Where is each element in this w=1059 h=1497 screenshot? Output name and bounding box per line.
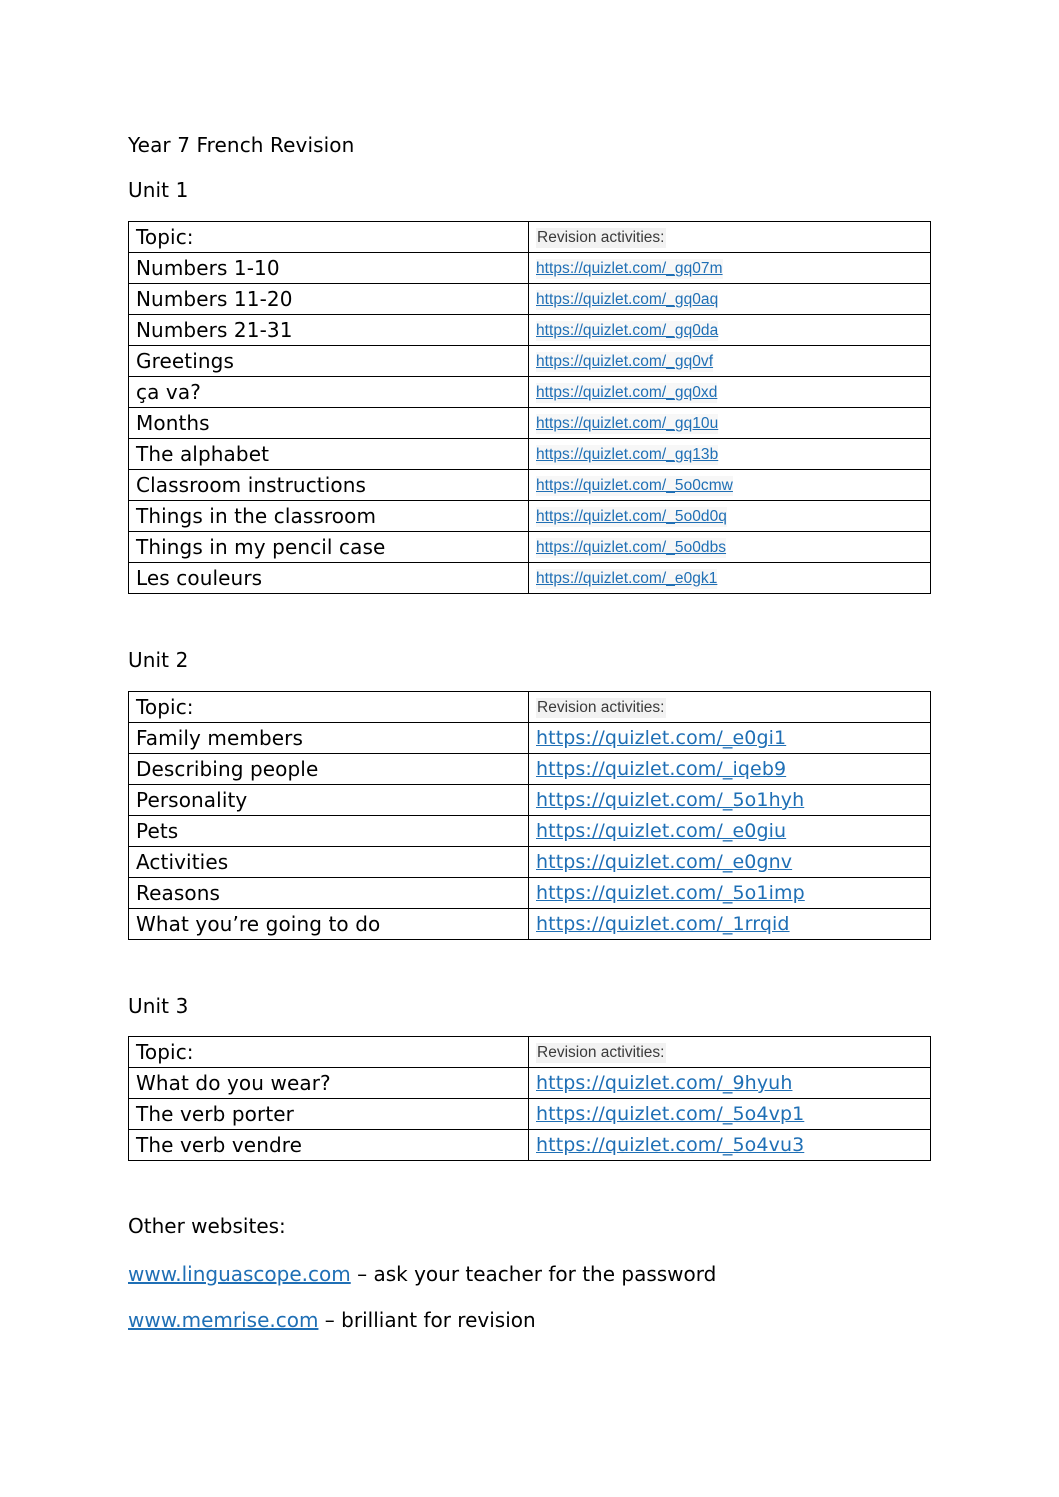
quizlet-link[interactable]: https://quizlet.com/_5o1imp — [536, 882, 805, 904]
topic-cell — [129, 847, 529, 878]
activity-link-cell[interactable] — [529, 847, 931, 878]
topic-cell — [129, 439, 529, 470]
activity-link-cell[interactable] — [529, 723, 931, 754]
topic-label: Numbers 21-31 — [136, 318, 293, 342]
topic-cell — [129, 315, 529, 346]
activity-link-cell[interactable] — [529, 1099, 931, 1130]
topic-cell — [129, 346, 529, 377]
table-row — [129, 563, 931, 594]
table-row — [129, 1130, 931, 1161]
quizlet-link[interactable]: https://quizlet.com/_e0gk1 — [536, 569, 718, 587]
quizlet-link[interactable]: https://quizlet.com/_gq0aq — [536, 290, 719, 308]
column-header-topic — [129, 1037, 529, 1068]
column-header-activities — [529, 1037, 931, 1068]
revision-table-unit-1 — [128, 221, 931, 594]
topic-label: Classroom instructions — [136, 473, 367, 497]
table-header-row — [129, 1037, 931, 1068]
topic-cell — [129, 377, 529, 408]
quizlet-link[interactable]: https://quizlet.com/_e0gnv — [536, 851, 793, 873]
topic-cell — [129, 532, 529, 563]
table-row — [129, 470, 931, 501]
column-header-topic — [129, 222, 529, 253]
activity-link-cell[interactable] — [529, 754, 931, 785]
topic-cell — [129, 878, 529, 909]
activity-link-cell[interactable] — [529, 253, 931, 284]
topic-label: Months — [136, 411, 210, 435]
table-body-unit-2 — [129, 692, 931, 940]
table-row — [129, 1099, 931, 1130]
other-websites-heading: Other websites: — [128, 1214, 286, 1238]
table-row — [129, 439, 931, 470]
table-row — [129, 253, 931, 284]
topic-cell — [129, 284, 529, 315]
quizlet-link[interactable]: https://quizlet.com/_gq0da — [536, 321, 719, 339]
activity-link-cell[interactable] — [529, 408, 931, 439]
unit-heading-2: Unit 2 — [128, 648, 189, 672]
activity-link-cell[interactable] — [529, 501, 931, 532]
quizlet-link[interactable]: https://quizlet.com/_gq0vf — [536, 352, 714, 370]
table-row — [129, 785, 931, 816]
topic-cell — [129, 253, 529, 284]
column-header-activities-label: Revision activities: — [537, 1043, 665, 1061]
topic-cell — [129, 1130, 529, 1161]
topic-cell — [129, 723, 529, 754]
activity-link-cell[interactable] — [529, 315, 931, 346]
topic-label: What do you wear? — [136, 1071, 331, 1095]
memrise-note: – brilliant for revision — [318, 1308, 536, 1332]
topic-cell — [129, 563, 529, 594]
activity-link-cell[interactable] — [529, 284, 931, 315]
column-header-topic-label: Topic: — [136, 225, 194, 249]
unit-heading-3: Unit 3 — [128, 994, 189, 1018]
topic-cell — [129, 1099, 529, 1130]
quizlet-link[interactable]: https://quizlet.com/_9hyuh — [536, 1072, 793, 1094]
table-row — [129, 847, 931, 878]
other-website-line-1 — [128, 1261, 716, 1287]
quizlet-link[interactable]: https://quizlet.com/_gq0xd — [536, 383, 718, 401]
table-row — [129, 315, 931, 346]
revision-table-unit-3 — [128, 1036, 931, 1161]
table-row — [129, 816, 931, 847]
activity-link-cell[interactable] — [529, 346, 931, 377]
quizlet-link[interactable]: https://quizlet.com/_e0giu — [536, 820, 787, 842]
table-body-unit-1 — [129, 222, 931, 594]
topic-cell — [129, 816, 529, 847]
table-row — [129, 284, 931, 315]
table-header-row — [129, 692, 931, 723]
topic-label: What you’re going to do — [136, 912, 381, 936]
unit-heading-1: Unit 1 — [128, 178, 189, 202]
activity-link-cell[interactable] — [529, 470, 931, 501]
topic-label: Personality — [136, 788, 248, 812]
column-header-topic — [129, 692, 529, 723]
column-header-activities — [529, 692, 931, 723]
topic-label: Numbers 1-10 — [136, 256, 280, 280]
quizlet-link[interactable]: https://quizlet.com/_gq10u — [536, 414, 719, 432]
table-row — [129, 346, 931, 377]
activity-link-cell[interactable] — [529, 532, 931, 563]
topic-label: Numbers 11-20 — [136, 287, 293, 311]
table-row — [129, 754, 931, 785]
table-header-row — [129, 222, 931, 253]
memrise-link[interactable]: www.memrise.com — [128, 1308, 319, 1332]
topic-label: Pets — [136, 819, 179, 843]
quizlet-link[interactable]: https://quizlet.com/_5o4vp1 — [536, 1103, 805, 1125]
topic-label: Greetings — [136, 349, 234, 373]
topic-label: Les couleurs — [136, 566, 263, 590]
activity-link-cell[interactable] — [529, 816, 931, 847]
table-row — [129, 909, 931, 940]
other-website-line-2 — [128, 1307, 536, 1333]
topic-label: The alphabet — [136, 442, 270, 466]
topic-label: Describing people — [136, 757, 319, 781]
quizlet-link[interactable]: https://quizlet.com/_5o0cmw — [536, 476, 733, 494]
quizlet-link[interactable]: https://quizlet.com/_iqeb9 — [536, 758, 787, 780]
column-header-topic-label: Topic: — [136, 695, 194, 719]
topic-cell — [129, 754, 529, 785]
topic-label: Things in the classroom — [136, 504, 377, 528]
topic-label: ça va? — [136, 380, 201, 404]
topic-cell — [129, 470, 529, 501]
topic-cell — [129, 501, 529, 532]
topic-label: Family members — [136, 726, 304, 750]
activity-link-cell[interactable] — [529, 785, 931, 816]
topic-cell — [129, 408, 529, 439]
quizlet-link[interactable]: https://quizlet.com/_e0gi1 — [536, 727, 787, 749]
topic-cell — [129, 909, 529, 940]
activity-link-cell[interactable] — [529, 909, 931, 940]
quizlet-link[interactable]: https://quizlet.com/_gq13b — [536, 445, 719, 463]
activity-link-cell[interactable] — [529, 377, 931, 408]
table-row — [129, 1068, 931, 1099]
quizlet-link[interactable]: https://quizlet.com/_5o0dbs — [536, 538, 727, 556]
linguascope-note: – ask your teacher for the password — [350, 1262, 717, 1286]
page-title: Year 7 French Revision — [128, 133, 355, 157]
topic-label: Activities — [136, 850, 229, 874]
activity-link-cell[interactable] — [529, 563, 931, 594]
table-row — [129, 501, 931, 532]
quizlet-link[interactable]: https://quizlet.com/_5o4vu3 — [536, 1134, 805, 1156]
topic-label: Things in my pencil case — [136, 535, 386, 559]
linguascope-link[interactable]: www.linguascope.com — [128, 1262, 351, 1286]
topic-label: The verb vendre — [136, 1133, 303, 1157]
quizlet-link[interactable]: https://quizlet.com/_gq07m — [536, 259, 723, 277]
table-row — [129, 532, 931, 563]
topic-cell — [129, 1068, 529, 1099]
column-header-activities — [529, 222, 931, 253]
topic-label: Reasons — [136, 881, 221, 905]
activity-link-cell[interactable] — [529, 1130, 931, 1161]
quizlet-link[interactable]: https://quizlet.com/_5o1hyh — [536, 789, 805, 811]
quizlet-link[interactable]: https://quizlet.com/_1rrqid — [536, 913, 790, 935]
revision-table-unit-2 — [128, 691, 931, 940]
activity-link-cell[interactable] — [529, 439, 931, 470]
column-header-activities-label: Revision activities: — [537, 698, 665, 716]
table-row — [129, 408, 931, 439]
topic-cell — [129, 785, 529, 816]
table-row — [129, 723, 931, 754]
activity-link-cell[interactable] — [529, 1068, 931, 1099]
table-body-unit-3 — [129, 1037, 931, 1161]
column-header-topic-label: Topic: — [136, 1040, 194, 1064]
activity-link-cell[interactable] — [529, 878, 931, 909]
table-row — [129, 377, 931, 408]
quizlet-link[interactable]: https://quizlet.com/_5o0d0q — [536, 507, 727, 525]
column-header-activities-label: Revision activities: — [537, 228, 665, 246]
topic-label: The verb porter — [136, 1102, 294, 1126]
table-row — [129, 878, 931, 909]
